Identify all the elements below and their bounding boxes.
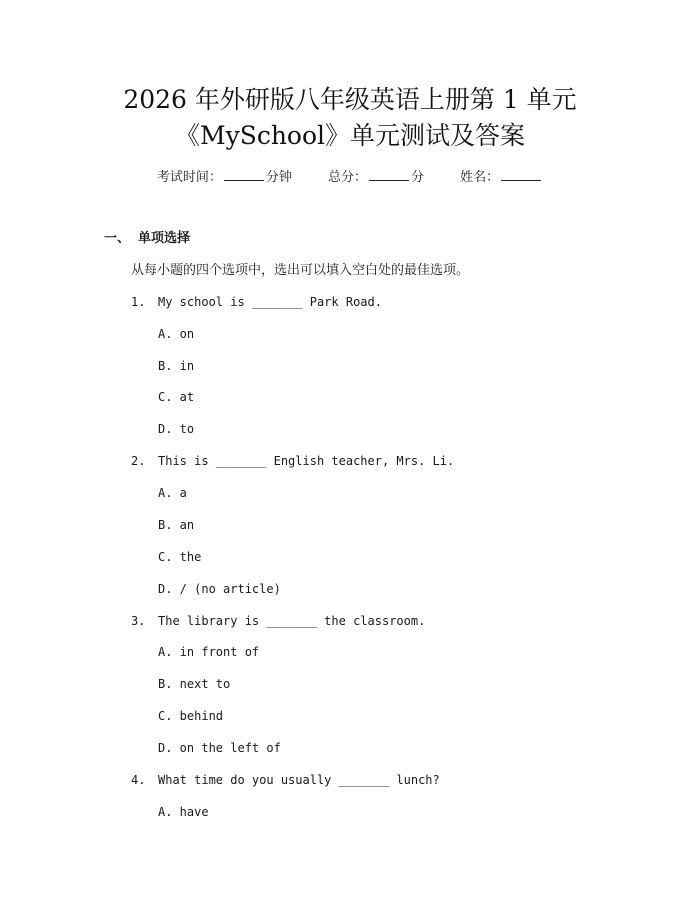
question-2-option-b: B. an bbox=[158, 518, 195, 532]
exam-time-field bbox=[157, 168, 292, 187]
section-instruction: 从每小题的四个选项中，选出可以填入空白处的最佳选项。 bbox=[131, 263, 470, 278]
total-score-field bbox=[328, 168, 424, 187]
section-heading bbox=[104, 230, 190, 248]
question-2-number: 2. bbox=[131, 454, 146, 468]
question-1-option-c: C. at bbox=[158, 390, 195, 404]
question-2-option-c: C. the bbox=[158, 550, 202, 564]
question-1-option-b: B. in bbox=[158, 359, 195, 373]
student-name-label: 姓名： bbox=[460, 170, 500, 185]
section-title: 单项选择 bbox=[138, 231, 191, 246]
question-1-text: My school is _______ Park Road. bbox=[158, 295, 382, 309]
total-score-unit: 分 bbox=[411, 170, 425, 185]
question-2-text: This is _______ English teacher, Mrs. Li. bbox=[158, 454, 455, 468]
question-3-option-c: C. behind bbox=[158, 709, 224, 723]
question-3-option-d: D. on the left of bbox=[158, 741, 281, 755]
question-4-number: 4. bbox=[131, 773, 146, 787]
question-3-option-b: B. next to bbox=[158, 677, 231, 691]
question-4-option-a: A. have bbox=[158, 805, 209, 819]
exam-info-row bbox=[0, 168, 700, 187]
question-4-text: What time do you usually _______ lunch? bbox=[158, 773, 440, 787]
document-title-line-1: 2026 年外研版八年级英语上册第 1 单元 bbox=[123, 85, 577, 114]
section-number: 一、 bbox=[104, 231, 131, 246]
question-1-option-a: A. on bbox=[158, 327, 195, 341]
exam-time-label: 考试时间： bbox=[156, 170, 222, 185]
question-3-number: 3. bbox=[131, 614, 146, 628]
document-title-line-2: 《MySchool》单元测试及答案 bbox=[174, 121, 526, 150]
question-1-number: 1. bbox=[131, 295, 146, 309]
exam-time-blank bbox=[224, 168, 264, 181]
total-score-blank bbox=[369, 168, 409, 181]
question-3-option-a: A. in front of bbox=[158, 645, 260, 659]
exam-time-unit: 分钟 bbox=[265, 170, 292, 185]
student-name-blank bbox=[501, 168, 541, 181]
question-2-option-a: A. a bbox=[158, 486, 187, 500]
total-score-label: 总分： bbox=[327, 170, 367, 185]
question-2-option-d: D. / (no article) bbox=[158, 582, 281, 596]
question-1-option-d: D. to bbox=[158, 422, 195, 436]
student-name-field bbox=[460, 168, 543, 187]
question-3-text: The library is _______ the classroom. bbox=[158, 614, 426, 628]
